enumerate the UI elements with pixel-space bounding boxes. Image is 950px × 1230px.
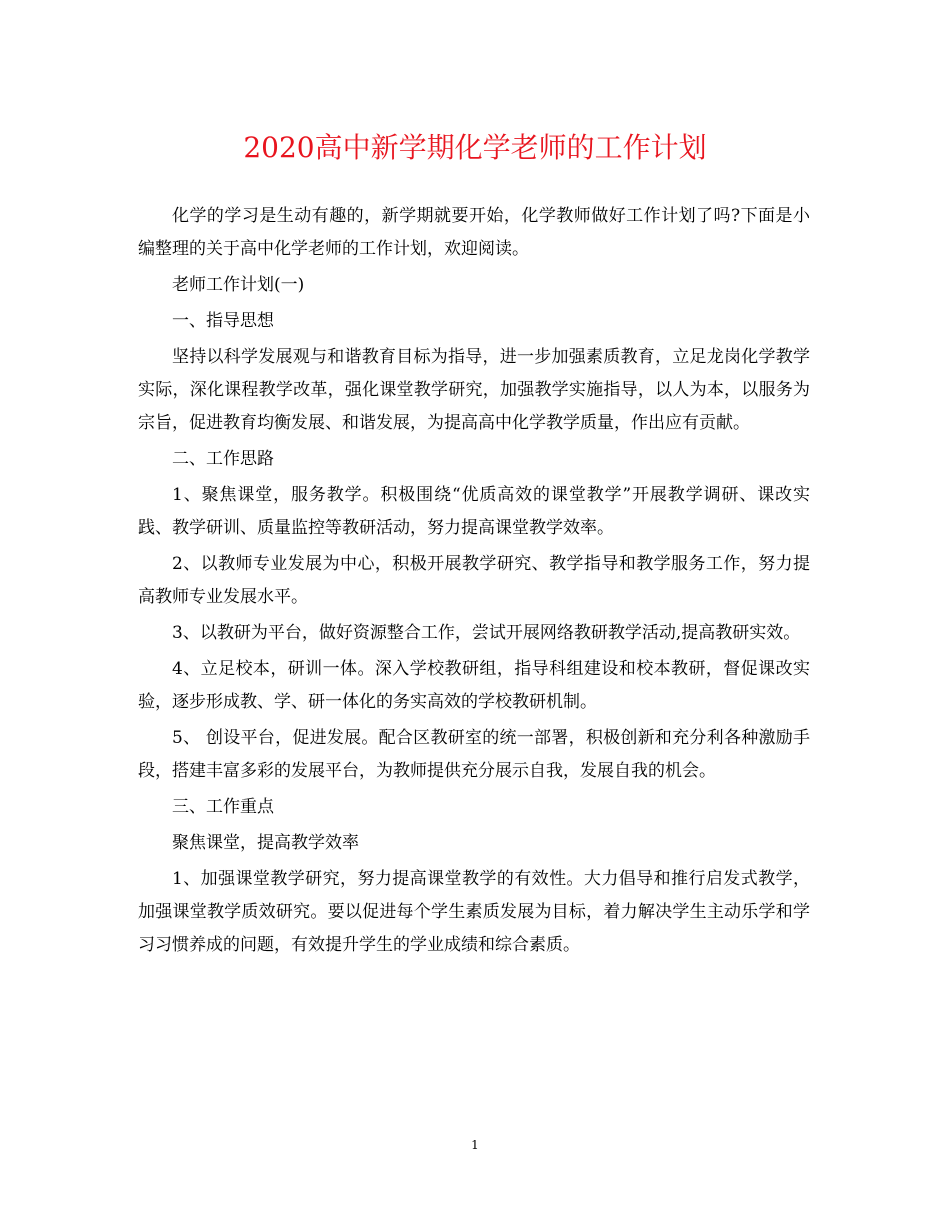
- paragraph-guiding-ideology: 坚持以科学发展观与和谐教育目标为指导，进一步加强素质教育，立足龙岗化学教学实际，深化课程教学改革，强化课堂教学研究，加强教学实施指导，以人为本，以服务为宗旨，促进教育均衡发展、和谐发展，为提高高中化学教学质量，作出应有贡献。: [138, 347, 810, 433]
- list-item-approach-3: 3、以教研为平台，做好资源整合工作，尝试开展网络教研教学活动,提高教研实效。: [172, 623, 801, 643]
- list-item-focus-1: 1、加强课堂教学研究，努力提高课堂教学的有效性。大力倡导和推行启发式教学，加强课堂教学质效研究。要以促进每个学生素质发展为目标，着力解决学生主动乐学和学习习惯养成的问题，有效提升学生的学业成绩和综合素质。: [138, 869, 810, 955]
- section-heading-work-focus: 三、工作重点: [172, 797, 274, 817]
- section-heading-plan-one: 老师工作计划(一): [172, 275, 305, 295]
- list-item-approach-2: 2、以教师专业发展为中心，积极开展教学研究、教学指导和教学服务工作，努力提高教师专业发展水平。: [138, 554, 810, 607]
- list-item-approach-4: 4、立足校本，研训一体。深入学校教研组，指导科组建设和校本教研，督促课改实验，逐步形成教、学、研一体化的务实高效的学校教研机制。: [138, 659, 810, 712]
- list-item-approach-5: 5、 创设平台，促进发展。配合区教研室的统一部署，积极创新和充分利各种激励手段，搭建丰富多彩的发展平台，为教师提供充分展示自我，发展自我的机会。: [138, 728, 810, 781]
- page-number: 1: [471, 1138, 479, 1152]
- section-heading-guiding-ideology: 一、指导思想: [172, 311, 274, 331]
- subheading-focus-classroom: 聚焦课堂，提高教学效率: [172, 833, 359, 853]
- document-title: 2020高中新学期化学老师的工作计划: [243, 131, 707, 164]
- document-body: [138, 200, 810, 962]
- section-heading-work-approach: 二、工作思路: [172, 449, 274, 469]
- list-item-approach-1: 1、聚焦课堂，服务教学。积极围绕“优质高效的课堂教学”开展教学调研、课改实践、教学研训、质量监控等教研活动，努力提高课堂教学效率。: [138, 485, 810, 538]
- paragraph-intro: 化学的学习是生动有趣的，新学期就要开始，化学教师做好工作计划了吗?下面是小编整理的关于高中化学老师的工作计划，欢迎阅读。: [138, 206, 810, 259]
